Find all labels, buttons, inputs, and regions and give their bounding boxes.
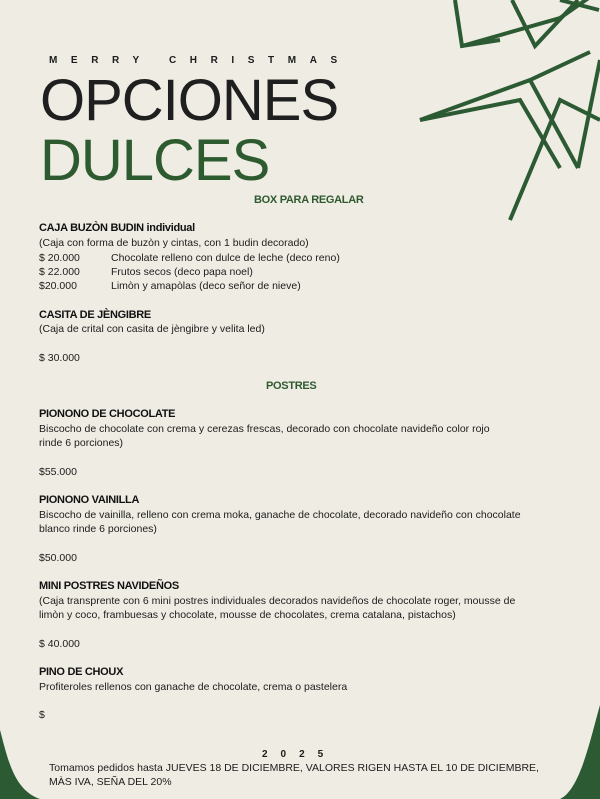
price-option-row — [39, 266, 253, 278]
item-description: limòn y coco, frambuesas y chocolate, mousse de chocolates, crema catalana, pistachos) — [39, 609, 456, 621]
price-option-row — [39, 252, 340, 264]
item-title: PIONONO DE CHOCOLATE — [39, 408, 176, 420]
item-description: Biscocho de vainilla, relleno con crema moka, ganache de chocolate, decorado navideño con chocolate — [39, 509, 521, 521]
year-text: 2025 — [262, 749, 337, 760]
title-line-2: DULCES — [40, 128, 270, 193]
item-price: $55.000 — [39, 466, 77, 478]
item-description: Biscocho de chocolate con crema y cerezas frescas, decorado con chocolate navideño color rojo — [39, 423, 490, 435]
price-option-row — [39, 280, 301, 292]
section-heading-box: BOX PARA REGALAR — [254, 194, 364, 206]
item-price: $50.000 — [39, 552, 77, 564]
footer-note: MÀS IVA, SEÑA DEL 20% — [49, 776, 172, 788]
item-description: blanco rinde 6 porciones) — [39, 523, 157, 535]
item-price: $ 30.000 — [39, 352, 80, 364]
item-description: Profiteroles rellenos con ganache de chocolate, crema o pastelera — [39, 681, 348, 693]
option-price: $20.000 — [39, 280, 77, 292]
item-description: (Caja de crital con casita de jèngibre y velita led) — [39, 323, 265, 335]
item-price: $ 40.000 — [39, 638, 80, 650]
section-heading-postres: POSTRES — [266, 380, 317, 392]
eyebrow-text: MERRY CHRISTMAS — [49, 55, 351, 66]
title-line-1: OPCIONES — [40, 68, 339, 133]
option-price: $ 20.000 — [39, 252, 80, 264]
item-description: rinde 6 porciones) — [39, 437, 124, 449]
item-price: $ — [39, 709, 45, 721]
option-label: Chocolate relleno con dulce de leche (deco reno) — [111, 252, 340, 264]
item-title: PINO DE CHOUX — [39, 666, 124, 678]
item-description: (Caja con forma de buzòn y cintas, con 1 budin decorado) — [39, 237, 309, 249]
item-title: MINI POSTRES NAVIDEÑOS — [39, 580, 179, 592]
item-description: (Caja transprente con 6 mini postres individuales decorados navideños de chocolate roger, mousse de — [39, 595, 516, 607]
item-title: PIONONO VAINILLA — [39, 494, 140, 506]
option-label: Frutos secos (deco papa noel) — [111, 266, 253, 278]
option-label: Limòn y amapòlas (deco señor de nieve) — [111, 280, 301, 292]
option-price: $ 22.000 — [39, 266, 80, 278]
item-title: CASITA DE JÈNGIBRE — [39, 309, 151, 321]
item-title: CAJA BUZÒN BUDIN individual — [39, 222, 195, 234]
footer-note: Tomamos pedidos hasta JUEVES 18 DE DICIEMBRE, VALORES RIGEN HASTA EL 10 DE DICIEMBRE, — [49, 762, 539, 774]
